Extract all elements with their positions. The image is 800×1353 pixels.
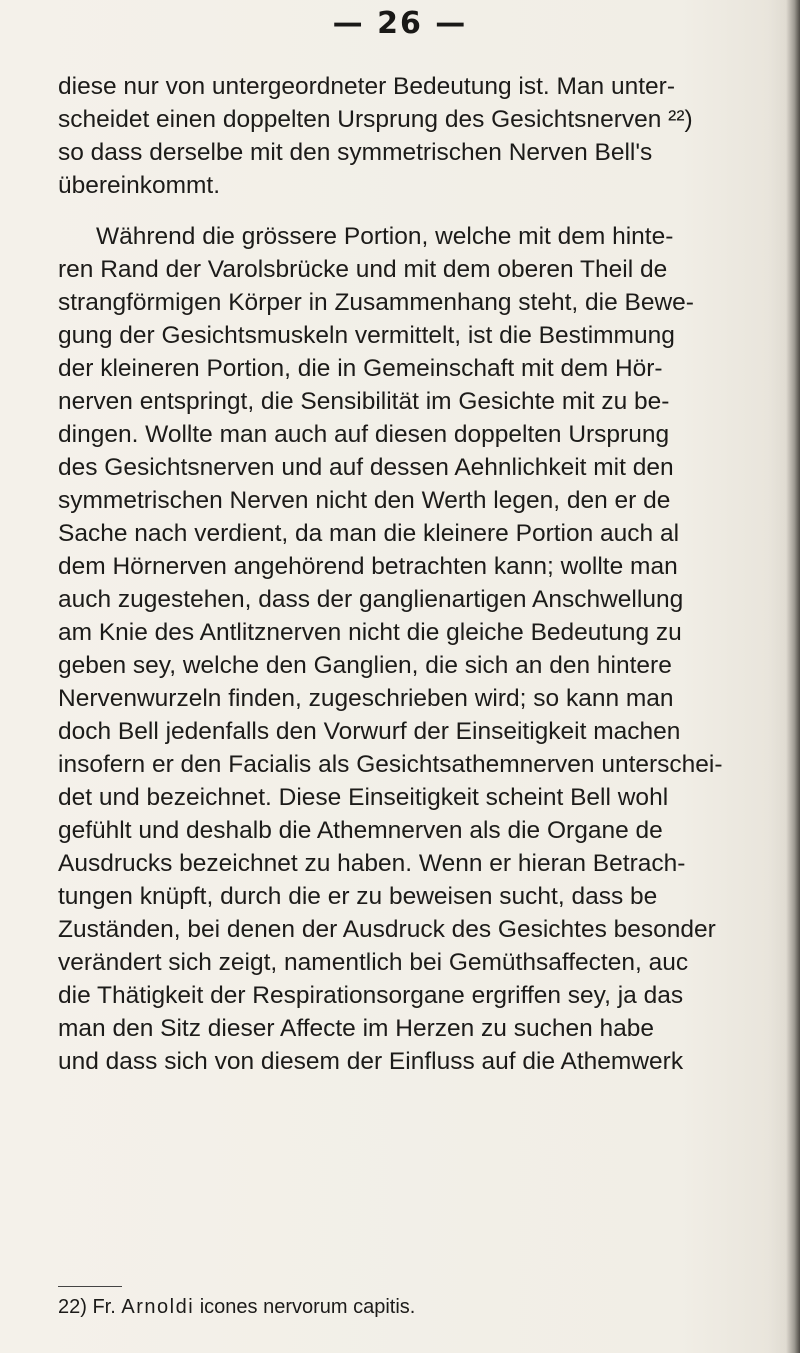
- text-line: Während die grössere Portion, welche mit dem hinte-: [96, 223, 674, 250]
- text-line: des Gesichtsnerven und auf dessen Aehnlichkeit mit den: [58, 454, 674, 481]
- text-line: dingen. Wollte man auch auf diesen doppelten Ursprung: [58, 421, 670, 448]
- footnote: [58, 1296, 415, 1319]
- footnote-author-prefix: Fr.: [92, 1296, 116, 1318]
- footnote-divider: [58, 1286, 122, 1287]
- text-line: die Thätigkeit der Respirationsorgane ergriffen sey, ja das: [58, 982, 684, 1009]
- text-line: gung der Gesichtsmuskeln vermittelt, ist die Bestimmung: [58, 322, 675, 349]
- text-line: Zuständen, bei denen der Ausdruck des Gesichtes besonder: [58, 916, 716, 943]
- text-line: nerven entspringt, die Sensibilität im Gesichte mit zu be-: [58, 388, 670, 415]
- text-line: Ausdrucks bezeichnet zu haben. Wenn er hieran Betrach-: [58, 850, 686, 877]
- text-line: insofern er den Facialis als Gesichtsathemnerven unterschei-: [58, 751, 723, 778]
- text-line: am Knie des Antlitznerven nicht die gleiche Bedeutung zu: [58, 619, 682, 646]
- paragraph-1: [58, 70, 778, 202]
- body-text: [58, 70, 778, 1078]
- text-line: dem Hörnerven angehörend betrachten kann; wollte man: [58, 553, 678, 580]
- text-line: scheidet einen doppelten Ursprung des Gesichtsnerven ²²): [58, 106, 693, 133]
- text-line: Sache nach verdient, da man die kleinere Portion auch al: [58, 520, 680, 547]
- paragraph-gap: [58, 202, 778, 220]
- text-line: ren Rand der Varolsbrücke und mit dem oberen Theil de: [58, 256, 668, 283]
- page-binding-shadow: [786, 0, 800, 1353]
- text-line: gefühlt und deshalb die Athemnerven als die Organe de: [58, 817, 663, 844]
- text-line: Nervenwurzeln finden, zugeschrieben wird; so kann man: [58, 685, 674, 712]
- text-line: man den Sitz dieser Affecte im Herzen zu suchen habe: [58, 1015, 655, 1042]
- text-line: geben sey, welche den Ganglien, die sich an den hintere: [58, 652, 672, 679]
- text-line: so dass derselbe mit den symmetrischen Nerven Bell's: [58, 139, 653, 166]
- text-line: übereinkommt.: [58, 172, 221, 199]
- text-line: tungen knüpft, durch die er zu beweisen sucht, dass be: [58, 883, 658, 910]
- footnote-title: icones nervorum capitis.: [199, 1296, 416, 1318]
- page-number: — 26 —: [332, 6, 468, 41]
- text-line: symmetrischen Nerven nicht den Werth legen, den er de: [58, 487, 671, 514]
- paragraph-2: [58, 220, 778, 1078]
- text-line: verändert sich zeigt, namentlich bei Gemüthsaffecten, auc: [58, 949, 689, 976]
- text-line: doch Bell jedenfalls den Vorwurf der Einseitigkeit machen: [58, 718, 681, 745]
- text-line: det und bezeichnet. Diese Einseitigkeit scheint Bell wohl: [58, 784, 669, 811]
- text-line: auch zugestehen, dass der ganglienartigen Anschwellung: [58, 586, 684, 613]
- footnote-author: Arnoldi: [121, 1296, 195, 1318]
- text-line: diese nur von untergeordneter Bedeutung ist. Man unter-: [58, 73, 675, 100]
- text-line: und dass sich von diesem der Einfluss auf die Athemwerk: [58, 1048, 684, 1075]
- text-line: strangförmigen Körper in Zusammenhang steht, die Bewe-: [58, 289, 694, 316]
- text-line: der kleineren Portion, die in Gemeinschaft mit dem Hör-: [58, 355, 663, 382]
- footnote-number: 22): [58, 1296, 87, 1318]
